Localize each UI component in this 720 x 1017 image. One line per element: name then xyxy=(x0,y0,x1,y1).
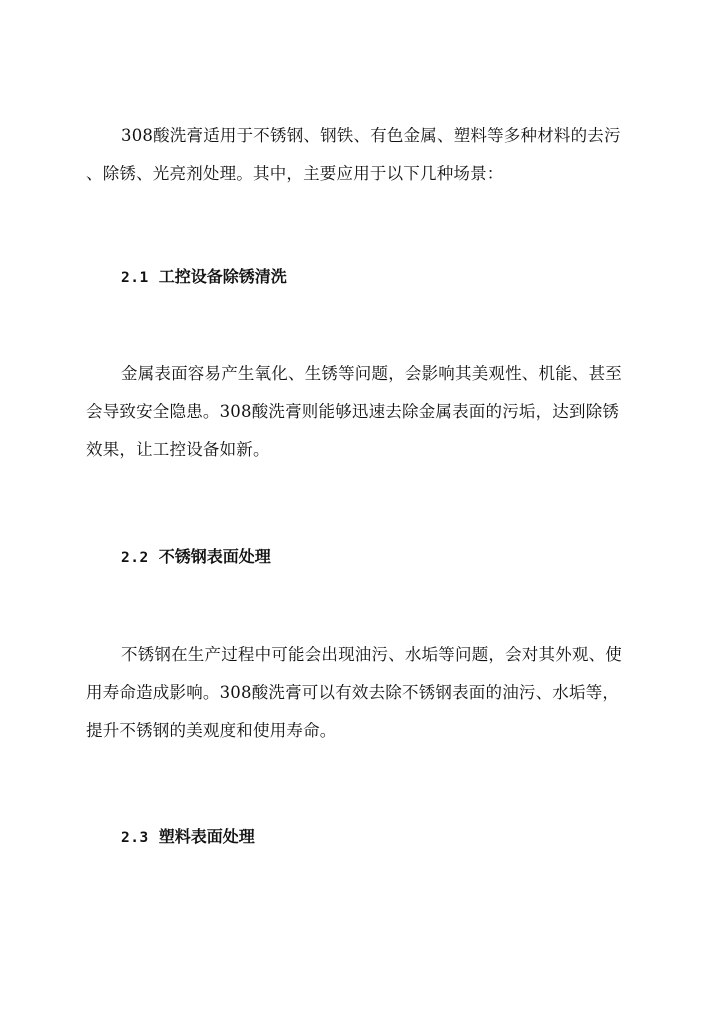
section-title: 工控设备除锈清洗 xyxy=(158,267,287,286)
section-heading-2-2 xyxy=(121,546,271,569)
section-title: 不锈钢表面处理 xyxy=(158,547,271,566)
section-number: 2.3 xyxy=(121,830,149,846)
paragraph-line: 用寿命造成影响。308酸洗膏可以有效去除不锈钢表面的油污、水垢等， xyxy=(86,683,620,702)
section-2-1-paragraph xyxy=(86,355,634,469)
paragraph-line: 效果，让工控设备如新。 xyxy=(86,440,270,459)
paragraph-line: 金属表面容易产生氧化、生锈等问题，会影响其美观性、机能、甚至 xyxy=(121,364,622,383)
paragraph-line: 会导致安全隐患。308酸洗膏则能够迅速去除金属表面的污垢，达到除锈 xyxy=(86,402,620,421)
paragraph-line: 不锈钢在生产过程中可能会出现油污、水垢等问题，会对其外观、使 xyxy=(121,645,622,664)
paragraph-line: 、除锈、光亮剂处理。其中，主要应用于以下几种场景： xyxy=(86,164,504,183)
intro-paragraph xyxy=(86,117,634,193)
section-title: 塑料表面处理 xyxy=(158,827,255,846)
section-number: 2.2 xyxy=(121,550,149,566)
section-heading-2-1 xyxy=(121,266,287,289)
section-number: 2.1 xyxy=(121,270,149,286)
paragraph-line: 308酸洗膏适用于不锈钢、钢铁、有色金属、塑料等多种材料的去污 xyxy=(121,126,621,145)
section-heading-2-3 xyxy=(121,826,255,849)
section-2-2-paragraph xyxy=(86,636,634,750)
paragraph-line: 提升不锈钢的美观度和使用寿命。 xyxy=(86,721,337,740)
